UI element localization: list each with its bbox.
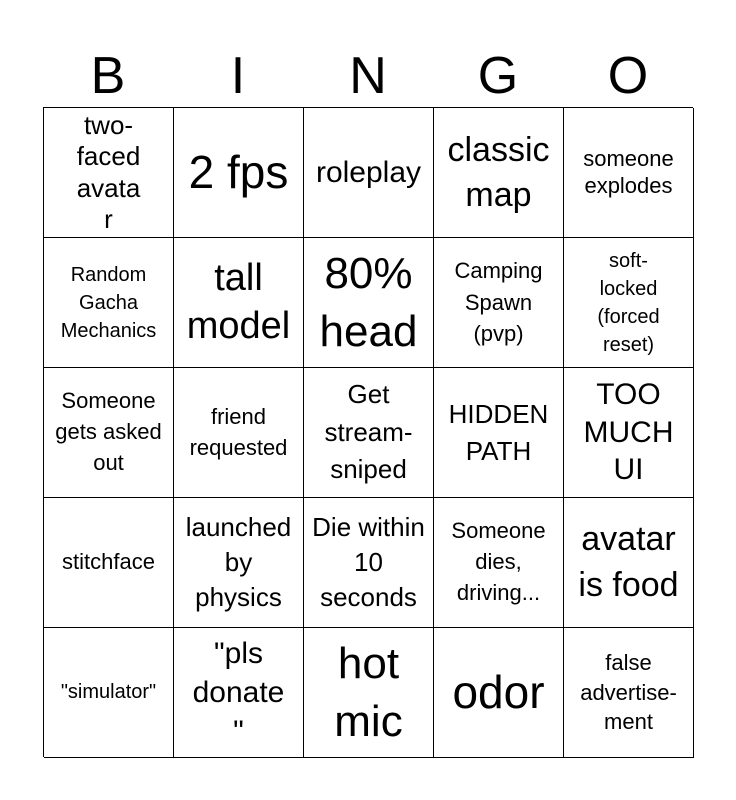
header-letter-i: I [230,47,246,105]
bingo-cell[interactable] [564,368,694,498]
bingo-cell[interactable] [434,628,564,758]
cell-label: avatar is food [578,519,679,604]
cell-label: "simulator" [60,681,157,703]
cell-label: Get stream-sniped [324,378,413,485]
bingo-cell[interactable] [174,238,304,368]
cell-label: Camping Spawn (pvp) [454,257,543,347]
cell-label: false advertise-ment [580,649,677,735]
bingo-cell[interactable] [44,108,174,238]
bingo-cell[interactable] [44,238,174,368]
cell-label: classic map [447,131,550,214]
bingo-cell[interactable] [174,628,304,758]
bingo-cell[interactable] [304,108,434,238]
bingo-cell[interactable] [304,498,434,628]
cell-label: Random Gacha Mechanics [60,263,157,342]
header-letter-o: O [607,47,649,105]
cell-label: someone explodes [583,146,674,198]
bingo-cell[interactable] [44,368,174,498]
bingo-cell[interactable] [304,628,434,758]
bingo-cell[interactable] [174,368,304,498]
bingo-cell[interactable] [434,108,564,238]
cell-label: soft-locked (forced reset) [597,249,660,356]
cell-label: launched by physics [185,511,292,613]
bingo-cell[interactable] [174,108,304,238]
cell-label: Die within 10 seconds [312,511,425,613]
bingo-cell[interactable] [564,498,694,628]
bingo-cell[interactable] [44,628,174,758]
header-letter-n: N [349,47,387,105]
bingo-cell[interactable] [564,628,694,758]
bingo-cell[interactable] [564,108,694,238]
cell-label: two-faced avatar [76,110,141,234]
bingo-board [43,107,693,757]
bingo-cell[interactable] [174,498,304,628]
cell-label: TOO MUCH UI [583,378,674,487]
cell-label: 2 fps [188,145,289,198]
cell-label: tall model [186,257,291,347]
cell-label: hot mic [334,639,403,746]
cell-label: "pls donate" [192,637,285,748]
cell-label: odor [452,665,545,718]
bingo-cell[interactable] [304,368,434,498]
cell-label: Someone dies, driving... [451,518,546,605]
bingo-cell[interactable] [434,368,564,498]
bingo-cell[interactable] [44,498,174,628]
bingo-cell[interactable] [434,498,564,628]
cell-label: Someone gets asked out [55,388,162,475]
cell-label: stitchface [62,549,155,575]
cell-label: roleplay [315,155,422,189]
bingo-header [43,46,693,106]
cell-label: friend requested [189,403,288,460]
cell-label: 80% head [319,249,418,356]
bingo-cell[interactable] [304,238,434,368]
bingo-cell[interactable] [434,238,564,368]
header-letter-b: B [90,47,126,105]
bingo-cell[interactable] [564,238,694,368]
header-letter-g: G [477,47,519,105]
cell-label: HIDDEN PATH [448,399,549,466]
